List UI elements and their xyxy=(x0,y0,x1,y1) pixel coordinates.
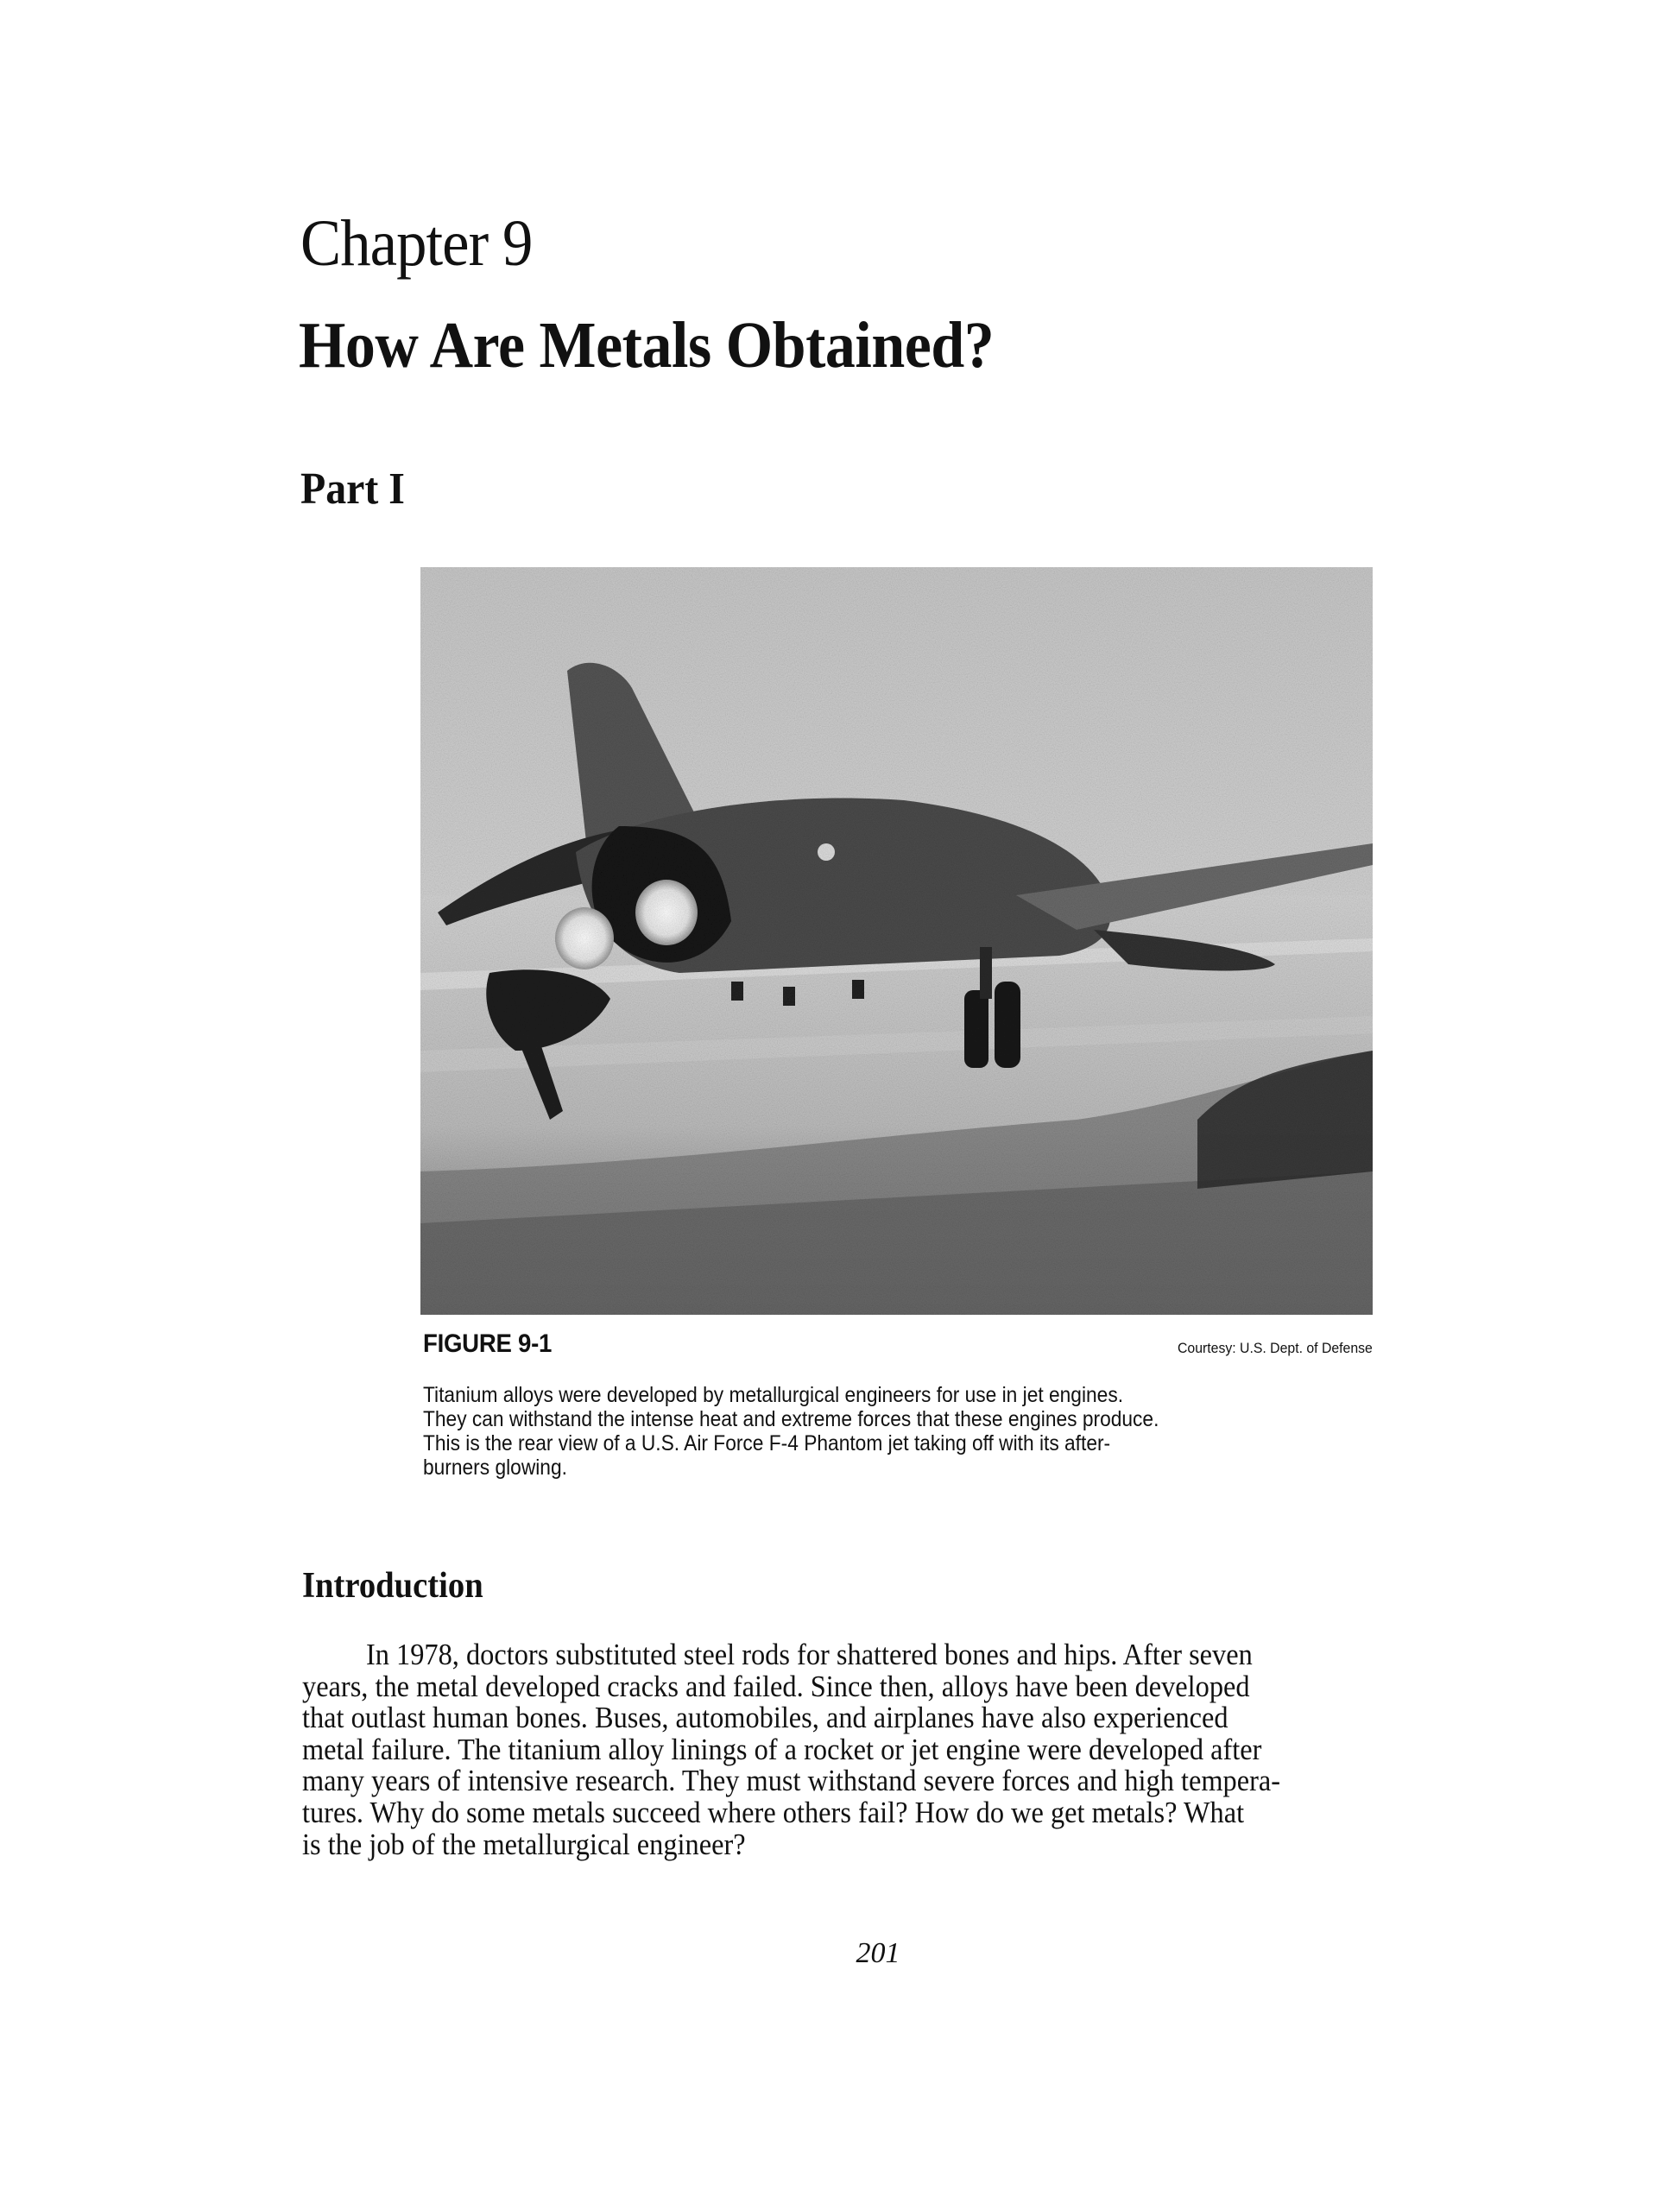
landing-gear-wheel xyxy=(995,982,1020,1068)
figure-number: FIGURE 9-1 xyxy=(423,1329,553,1358)
paragraph-line: many years of intensive research. They must withstand severe forces and high tempera- xyxy=(302,1764,1281,1798)
caption-line: Titanium alloys were developed by metallurgical engineers for use in jet engines. xyxy=(423,1383,1124,1407)
figure-caption xyxy=(423,1383,1366,1480)
paragraph-line: that outlast human bones. Buses, automobiles, and airplanes have also experienced xyxy=(302,1701,1228,1735)
paragraph-line: is the job of the metallurgical engineer? xyxy=(302,1827,746,1861)
afterburner-left xyxy=(555,907,614,969)
paragraph-line: tures. Why do some metals succeed where others fail? How do we get metals? What xyxy=(302,1795,1245,1829)
paragraph-line: In 1978, doctors substituted steel rods for shattered bones and hips. After seven xyxy=(366,1638,1253,1671)
jet-photo-illustration xyxy=(420,567,1373,1315)
paragraph-line: years, the metal developed cracks and failed. Since then, alloys have been developed xyxy=(302,1669,1250,1703)
chapter-title: How Are Metals Obtained? xyxy=(299,309,995,382)
insignia xyxy=(818,843,835,861)
section-heading-introduction: Introduction xyxy=(302,1566,483,1606)
landing-gear-wheel xyxy=(964,990,988,1068)
paragraph-line: metal failure. The titanium alloy linings of a rocket or jet engine were developed after xyxy=(302,1732,1262,1766)
figure-credit: Courtesy: U.S. Dept. of Defense xyxy=(1178,1340,1373,1356)
afterburner-right xyxy=(635,880,698,945)
figure-photo xyxy=(420,567,1373,1315)
chapter-label: Chapter 9 xyxy=(300,207,533,280)
caption-line: They can withstand the intense heat and extreme forces that these engines produce. xyxy=(423,1407,1159,1431)
caption-line: burners glowing. xyxy=(423,1455,567,1480)
caption-line: This is the rear view of a U.S. Air Force F-4 Phantom jet taking off with its after- xyxy=(423,1431,1111,1455)
introduction-paragraph xyxy=(302,1639,1452,1860)
page-number: 201 xyxy=(856,1937,900,1969)
part-label: Part I xyxy=(300,464,405,514)
